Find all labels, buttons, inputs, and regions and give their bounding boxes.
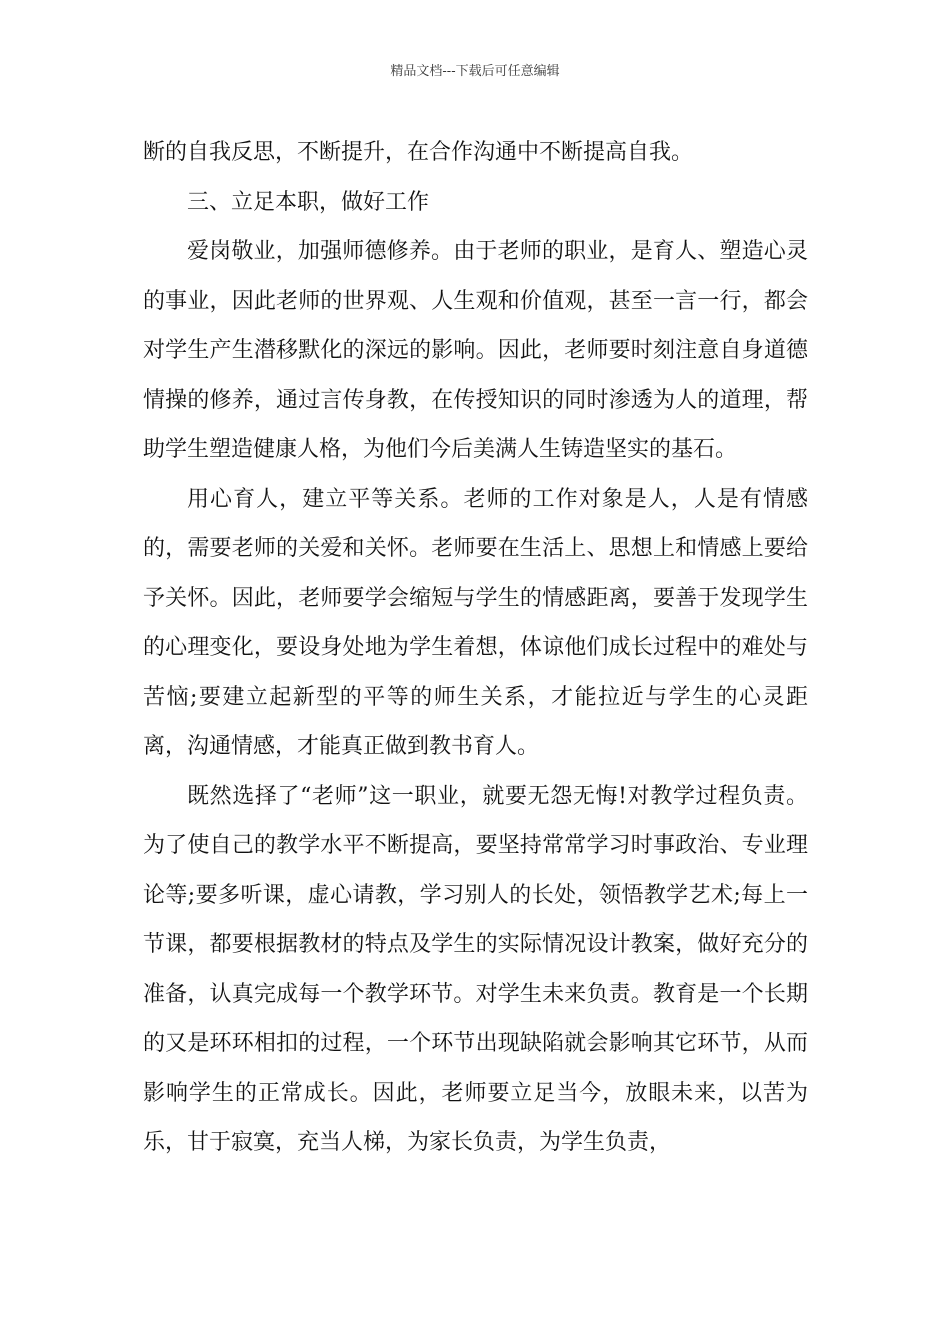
section-heading: 三、立足本职，做好工作 <box>187 189 430 215</box>
paragraph-teacher-ethics: 爱岗敬业，加强师德修养。由于老师的职业，是育人、塑造心灵的事业，因此老师的世界观、人生观和价值观，甚至一言一行，都会对学生产生潜移默化的深远的影响。因此，老师要时刻注意自身道德情操的修养，通过言传身教，在传授知识的同时渗透为人的道理，帮助学生塑造健康人格，为他们今后美满人生铸造坚实的基石。 <box>143 239 808 462</box>
paragraph-continuation: 断的自我反思，不断提升，在合作沟通中不断提高自我。 <box>143 140 694 165</box>
page-header: 精品文档---下载后可任意编辑 <box>390 64 560 79</box>
paragraph-equal-relationship: 用心育人，建立平等关系。老师的工作对象是人，人是有情感的，需要老师的关爱和关怀。老师要在生活上、思想上和情感上要给予关怀。因此，老师要学会缩短与学生的情感距离，要善于发现学生的心理变化，要设身处地为学生着想，体谅他们成长过程中的难处与苦恼;要建立起新型的平等的师生关系，才能拉近与学生的心灵距离，沟通情感，才能真正做到教书育人。 <box>143 486 808 759</box>
paragraph-responsibility: 既然选择了“老师”这一职业，就要无怨无悔!对教学过程负责。为了使自己的教学水平不断提高，要坚持常常学习时事政治、专业理论等;要多听课，虚心请教，学习别人的长处，领悟教学艺术;每上一节课，都要根据教材的特点及学生的实际情况设计教案，做好充分的准备，认真完成每一个教学环节。对学生未来负责。教育是一个长期的又是环环相扣的过程，一个环节出现缺陷就会影响其它环节，从而影响学生的正常成长。因此，老师要立足当今，放眼未来，以苦为乐，甘于寂寞，充当人梯，为家长负责，为学生负责， <box>143 783 808 1155</box>
document-body <box>143 128 808 1168</box>
